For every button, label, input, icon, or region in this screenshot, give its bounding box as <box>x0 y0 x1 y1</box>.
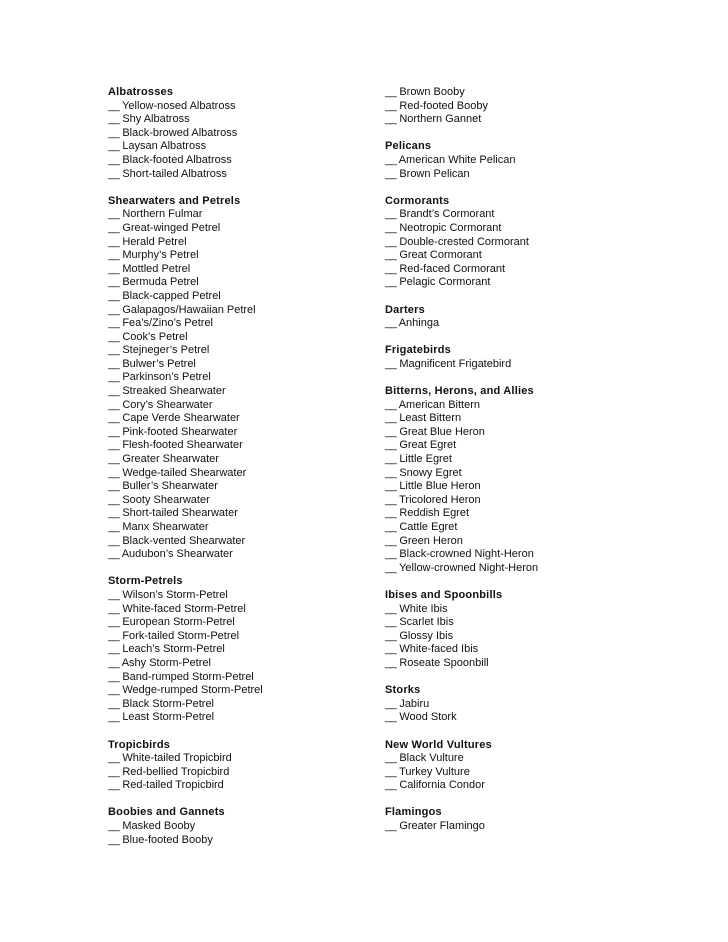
section-bitterns-herons-and-allies <box>385 385 635 575</box>
checkbox-blank: __ <box>385 602 397 615</box>
species-name: Jabiru <box>399 697 430 710</box>
species-entry <box>385 562 635 576</box>
species-name: Turkey Vulture <box>399 765 470 778</box>
species-entry <box>108 426 378 440</box>
species-name: Short-tailed Shearwater <box>122 507 238 520</box>
species-entry <box>385 657 635 671</box>
species-name: Black Storm-Petrel <box>122 697 215 710</box>
checkbox-blank: __ <box>108 221 120 234</box>
checkbox-blank: __ <box>385 507 397 520</box>
species-entry <box>108 358 378 372</box>
species-name: Brown Booby <box>399 86 465 98</box>
section-frigatebirds <box>385 344 635 371</box>
checkbox-blank: __ <box>108 140 120 153</box>
species-name: American Bittern <box>398 398 481 411</box>
species-name: Great Cormorant <box>399 249 482 262</box>
checkbox-blank: __ <box>385 616 397 629</box>
species-name: White-faced Ibis <box>399 643 479 656</box>
species-entry <box>108 249 378 263</box>
species-entry <box>108 589 378 603</box>
species-entry <box>108 222 378 236</box>
species-name: Red-tailed Tropicbird <box>122 779 224 792</box>
checkbox-blank: __ <box>385 453 397 466</box>
species-name: Stejneger’s Petrel <box>122 344 210 357</box>
species-name: Greater Flamingo <box>399 820 485 833</box>
species-entry <box>385 399 635 413</box>
checkbox-blank: __ <box>108 684 120 697</box>
checkbox-blank: __ <box>108 480 120 493</box>
species-entry <box>385 752 635 766</box>
species-entry <box>108 616 378 630</box>
species-entry <box>385 643 635 657</box>
species-name: Short-tailed Albatross <box>122 167 227 180</box>
species-list <box>108 820 378 847</box>
species-entry <box>108 412 378 426</box>
species-name: Least Bittern <box>399 412 462 425</box>
checkbox-blank: __ <box>385 235 397 248</box>
species-name: Brown Pelican <box>399 167 470 180</box>
section-heading: Frigatebirds <box>385 344 451 357</box>
species-list <box>385 820 635 834</box>
species-name: Red-bellied Tropicbird <box>122 765 230 778</box>
species-entry <box>108 399 378 413</box>
species-name: Sooty Shearwater <box>122 493 210 506</box>
species-entry <box>385 439 635 453</box>
species-entry <box>108 603 378 617</box>
section-cormorants <box>385 195 635 290</box>
checkbox-blank: __ <box>108 765 120 778</box>
checkbox-blank: __ <box>108 208 120 221</box>
checkbox-blank: __ <box>385 711 397 724</box>
checkbox-blank: __ <box>108 507 120 520</box>
species-list <box>108 752 378 793</box>
checkbox-blank: __ <box>385 412 397 425</box>
checkbox-blank: __ <box>385 752 397 765</box>
checklist-column-right <box>385 86 635 834</box>
species-entry <box>108 521 378 535</box>
species-entry <box>108 494 378 508</box>
species-entry <box>385 521 635 535</box>
species-list <box>385 208 635 290</box>
species-list <box>385 86 635 127</box>
species-name: Tricolored Heron <box>399 493 481 506</box>
section-heading: Boobies and Gannets <box>108 806 225 819</box>
section-darters <box>385 304 635 331</box>
species-entry <box>385 249 635 263</box>
species-entry <box>108 453 378 467</box>
species-name: Yellow-crowned Night-Heron <box>399 561 539 574</box>
species-entry <box>108 684 378 698</box>
species-entry <box>108 100 378 114</box>
checkbox-blank: __ <box>108 697 120 710</box>
checkbox-blank: __ <box>108 656 120 669</box>
species-name: White-faced Storm-Petrel <box>122 602 246 615</box>
species-name: Laysan Albatross <box>122 140 207 153</box>
species-name: Least Storm-Petrel <box>122 711 215 724</box>
species-entry <box>108 113 378 127</box>
species-entry <box>385 494 635 508</box>
species-list <box>385 399 635 576</box>
species-entry <box>385 507 635 521</box>
species-entry <box>385 154 635 168</box>
species-entry <box>385 467 635 481</box>
species-entry <box>108 331 378 345</box>
checkbox-blank: __ <box>385 317 397 330</box>
checkbox-blank: __ <box>108 235 120 248</box>
section-continued <box>385 86 635 127</box>
species-name: Fea’s/Zino’s Petrel <box>122 317 214 330</box>
species-entry <box>108 168 378 182</box>
checkbox-blank: __ <box>108 385 120 398</box>
checkbox-blank: __ <box>108 126 120 139</box>
species-list <box>385 154 635 181</box>
species-name: Wedge-tailed Shearwater <box>122 466 247 479</box>
species-list <box>385 603 635 671</box>
species-entry <box>108 344 378 358</box>
section-flamingos <box>385 806 635 833</box>
species-entry <box>385 453 635 467</box>
species-name: Glossy Ibis <box>399 629 454 642</box>
checkbox-blank: __ <box>385 249 397 262</box>
checkbox-blank: __ <box>385 167 397 180</box>
section-heading: Pelicans <box>385 140 432 153</box>
checkbox-blank: __ <box>108 317 120 330</box>
checkbox-blank: __ <box>108 344 120 357</box>
species-name: Manx Shearwater <box>122 521 209 533</box>
species-list <box>385 358 635 372</box>
checkbox-blank: __ <box>385 629 397 642</box>
species-name: Black-footed Albatross <box>122 153 232 166</box>
checkbox-blank: __ <box>108 779 120 792</box>
species-name: Cory’s Shearwater <box>122 398 213 411</box>
species-name: Green Heron <box>399 534 463 547</box>
checkbox-blank: __ <box>385 493 397 506</box>
species-entry <box>385 236 635 250</box>
checkbox-blank: __ <box>385 697 397 710</box>
species-entry <box>385 698 635 712</box>
species-name: Double-crested Cormorant <box>399 235 529 248</box>
species-name: Yellow-nosed Albatross <box>122 99 236 112</box>
species-entry <box>108 752 378 766</box>
species-entry <box>108 317 378 331</box>
checkbox-blank: __ <box>385 656 397 669</box>
checkbox-blank: __ <box>108 99 120 112</box>
species-entry <box>108 304 378 318</box>
species-entry <box>385 548 635 562</box>
section-storm-petrels <box>108 575 378 725</box>
species-name: Roseate Spoonbill <box>399 656 489 669</box>
species-list <box>108 589 378 725</box>
checkbox-blank: __ <box>385 820 397 833</box>
species-entry <box>108 834 378 848</box>
species-list <box>385 698 635 725</box>
species-name: Bulwer’s Petrel <box>122 357 196 370</box>
species-name: Little Egret <box>399 453 452 466</box>
checkbox-blank: __ <box>108 466 120 479</box>
species-name: Wood Stork <box>399 711 457 724</box>
checkbox-blank: __ <box>108 820 120 833</box>
species-name: Mottled Petrel <box>122 262 191 275</box>
species-name: Anhinga <box>398 317 440 330</box>
species-name: European Storm-Petrel <box>122 616 235 629</box>
species-entry <box>108 154 378 168</box>
checkbox-blank: __ <box>108 398 120 411</box>
species-list <box>108 100 378 182</box>
species-entry <box>108 480 378 494</box>
species-name: White Ibis <box>399 602 448 615</box>
checkbox-blank: __ <box>108 425 120 438</box>
species-name: Wilson’s Storm-Petrel <box>122 588 228 601</box>
species-name: Buller’s Shearwater <box>122 480 218 493</box>
checkbox-blank: __ <box>385 86 397 98</box>
species-name: Herald Petrel <box>122 235 187 248</box>
species-name: Little Blue Heron <box>399 480 481 493</box>
species-entry <box>108 820 378 834</box>
species-name: Band-rumped Storm-Petrel <box>122 670 254 683</box>
section-heading: Tropicbirds <box>108 738 171 751</box>
species-entry <box>108 630 378 644</box>
species-entry <box>108 548 378 562</box>
species-name: Red-footed Booby <box>399 99 488 112</box>
species-list <box>385 317 635 331</box>
species-entry <box>108 263 378 277</box>
species-name: Leach’s Storm-Petrel <box>122 643 225 656</box>
species-entry <box>108 276 378 290</box>
checkbox-blank: __ <box>108 113 120 126</box>
species-entry <box>108 507 378 521</box>
species-name: Snowy Egret <box>399 466 462 479</box>
section-heading: Shearwaters and Petrels <box>108 194 241 207</box>
species-entry <box>385 100 635 114</box>
species-entry <box>108 711 378 725</box>
checkbox-blank: __ <box>108 711 120 724</box>
species-name: Pink-footed Shearwater <box>122 425 238 438</box>
checkbox-blank: __ <box>385 643 397 656</box>
species-entry <box>108 290 378 304</box>
section-new-world-vultures <box>385 739 635 793</box>
checkbox-blank: __ <box>108 629 120 642</box>
checkbox-blank: __ <box>108 588 120 601</box>
section-tropicbirds <box>108 739 378 793</box>
checkbox-blank: __ <box>108 412 120 425</box>
species-name: Streaked Shearwater <box>122 385 226 398</box>
checkbox-blank: __ <box>385 561 397 574</box>
checkbox-blank: __ <box>385 425 397 438</box>
species-entry <box>385 263 635 277</box>
checkbox-blank: __ <box>108 276 120 289</box>
species-name: Ashy Storm-Petrel <box>121 656 211 669</box>
species-name: Shy Albatross <box>122 113 190 126</box>
checkbox-blank: __ <box>385 357 397 370</box>
checkbox-blank: __ <box>385 779 397 792</box>
species-entry <box>108 698 378 712</box>
species-name: White-tailed Tropicbird <box>122 752 232 765</box>
species-name: Pelagic Cormorant <box>399 276 491 289</box>
species-name: Black-crowned Night-Heron <box>399 548 534 561</box>
checkbox-blank: __ <box>108 371 120 384</box>
species-name: Reddish Egret <box>399 507 470 520</box>
section-heading: Ibises and Spoonbills <box>385 588 503 601</box>
species-name: Great-winged Petrel <box>122 221 221 234</box>
species-entry <box>385 426 635 440</box>
species-name: Galapagos/Hawaiian Petrel <box>122 303 256 316</box>
species-entry <box>108 385 378 399</box>
checkbox-blank: __ <box>108 616 120 629</box>
checkbox-blank: __ <box>385 208 397 221</box>
species-name: Great Blue Heron <box>399 425 485 438</box>
species-entry <box>385 208 635 222</box>
species-name: Black-browed Albatross <box>122 126 238 139</box>
checkbox-blank: __ <box>108 439 120 452</box>
species-entry <box>385 766 635 780</box>
species-entry <box>385 779 635 793</box>
checkbox-blank: __ <box>108 548 120 561</box>
species-name: Magnificent Frigatebird <box>399 357 512 370</box>
species-entry <box>108 208 378 222</box>
checklist-column-left <box>108 86 378 847</box>
species-entry <box>108 127 378 141</box>
species-entry <box>108 236 378 250</box>
species-entry <box>385 711 635 725</box>
species-entry <box>385 535 635 549</box>
species-name: Great Egret <box>399 439 457 452</box>
species-entry <box>108 371 378 385</box>
checkbox-blank: __ <box>108 153 120 166</box>
checkbox-blank: __ <box>108 330 120 343</box>
species-name: Brandt’s Cormorant <box>399 208 495 221</box>
checkbox-blank: __ <box>108 262 120 275</box>
species-entry <box>108 766 378 780</box>
species-name: Black-vented Shearwater <box>122 534 246 547</box>
checkbox-blank: __ <box>108 833 120 846</box>
species-entry <box>385 603 635 617</box>
species-entry <box>385 86 635 100</box>
species-name: Black-capped Petrel <box>122 289 221 302</box>
checkbox-blank: __ <box>385 276 397 289</box>
checkbox-blank: __ <box>108 357 120 370</box>
species-name: Bermuda Petrel <box>122 276 199 289</box>
species-entry <box>385 630 635 644</box>
checkbox-blank: __ <box>385 262 397 275</box>
species-name: Blue-footed Booby <box>122 833 213 846</box>
checkbox-blank: __ <box>108 493 120 506</box>
species-entry <box>108 779 378 793</box>
species-entry <box>385 358 635 372</box>
section-albatrosses <box>108 86 378 181</box>
checkbox-blank: __ <box>108 670 120 683</box>
checkbox-blank: __ <box>385 466 397 479</box>
checkbox-blank: __ <box>108 521 120 533</box>
species-list <box>108 208 378 561</box>
species-entry <box>108 643 378 657</box>
species-entry <box>385 222 635 236</box>
species-entry <box>385 820 635 834</box>
checkbox-blank: __ <box>385 398 397 411</box>
species-entry <box>385 113 635 127</box>
species-name: Fork-tailed Storm-Petrel <box>122 629 240 642</box>
checkbox-blank: __ <box>108 453 120 466</box>
species-name: Parkinson’s Petrel <box>122 371 211 384</box>
section-ibises-and-spoonbills <box>385 589 635 671</box>
species-name: American White Pelican <box>398 153 516 166</box>
species-entry <box>385 616 635 630</box>
section-heading: Darters <box>385 303 425 316</box>
species-name: Masked Booby <box>122 820 196 833</box>
species-name: Black Vulture <box>399 752 464 765</box>
species-entry <box>385 276 635 290</box>
species-name: Northern Fulmar <box>122 208 203 221</box>
checkbox-blank: __ <box>385 113 397 126</box>
species-list <box>385 752 635 793</box>
checkbox-blank: __ <box>385 99 397 112</box>
species-name: Cook’s Petrel <box>122 330 188 343</box>
checkbox-blank: __ <box>385 439 397 452</box>
species-name: Audubon’s Shearwater <box>121 548 233 561</box>
species-entry <box>385 480 635 494</box>
species-name: Greater Shearwater <box>122 453 219 466</box>
checkbox-blank: __ <box>108 752 120 765</box>
checkbox-blank: __ <box>108 167 120 180</box>
species-entry <box>108 671 378 685</box>
checkbox-blank: __ <box>108 249 120 262</box>
section-heading: Storks <box>385 684 421 697</box>
species-name: Cape Verde Shearwater <box>122 412 240 425</box>
species-entry <box>108 140 378 154</box>
species-entry <box>108 467 378 481</box>
species-entry <box>108 439 378 453</box>
checkbox-blank: __ <box>108 602 120 615</box>
section-shearwaters-and-petrels <box>108 195 378 562</box>
checkbox-blank: __ <box>385 153 397 166</box>
section-heading: Cormorants <box>385 194 450 207</box>
checkbox-blank: __ <box>385 534 397 547</box>
species-entry <box>385 168 635 182</box>
checkbox-blank: __ <box>108 289 120 302</box>
checkbox-blank: __ <box>385 548 397 561</box>
species-name: Cattle Egret <box>399 521 458 533</box>
checkbox-blank: __ <box>108 534 120 547</box>
checkbox-blank: __ <box>385 765 397 778</box>
section-heading: Bitterns, Herons, and Allies <box>385 385 534 398</box>
checkbox-blank: __ <box>385 521 397 533</box>
species-name: Murphy’s Petrel <box>122 249 199 262</box>
checkbox-blank: __ <box>108 303 120 316</box>
section-pelicans <box>385 140 635 181</box>
species-entry <box>385 412 635 426</box>
section-heading: Albatrosses <box>108 86 174 98</box>
species-name: Scarlet Ibis <box>399 616 454 629</box>
section-boobies-and-gannets <box>108 806 378 847</box>
species-name: Wedge-rumped Storm-Petrel <box>122 684 263 697</box>
checkbox-blank: __ <box>385 221 397 234</box>
species-name: Northern Gannet <box>399 113 482 126</box>
checkbox-blank: __ <box>108 643 120 656</box>
section-heading: Storm-Petrels <box>108 575 183 588</box>
species-name: Red-faced Cormorant <box>399 262 506 275</box>
species-name: Flesh-footed Shearwater <box>122 439 243 452</box>
checkbox-blank: __ <box>385 480 397 493</box>
species-name: Neotropic Cormorant <box>399 221 502 234</box>
section-heading: Flamingos <box>385 806 442 819</box>
section-heading: New World Vultures <box>385 738 492 751</box>
species-entry <box>108 535 378 549</box>
species-name: California Condor <box>399 779 485 792</box>
section-storks <box>385 684 635 725</box>
species-entry <box>385 317 635 331</box>
species-entry <box>108 657 378 671</box>
